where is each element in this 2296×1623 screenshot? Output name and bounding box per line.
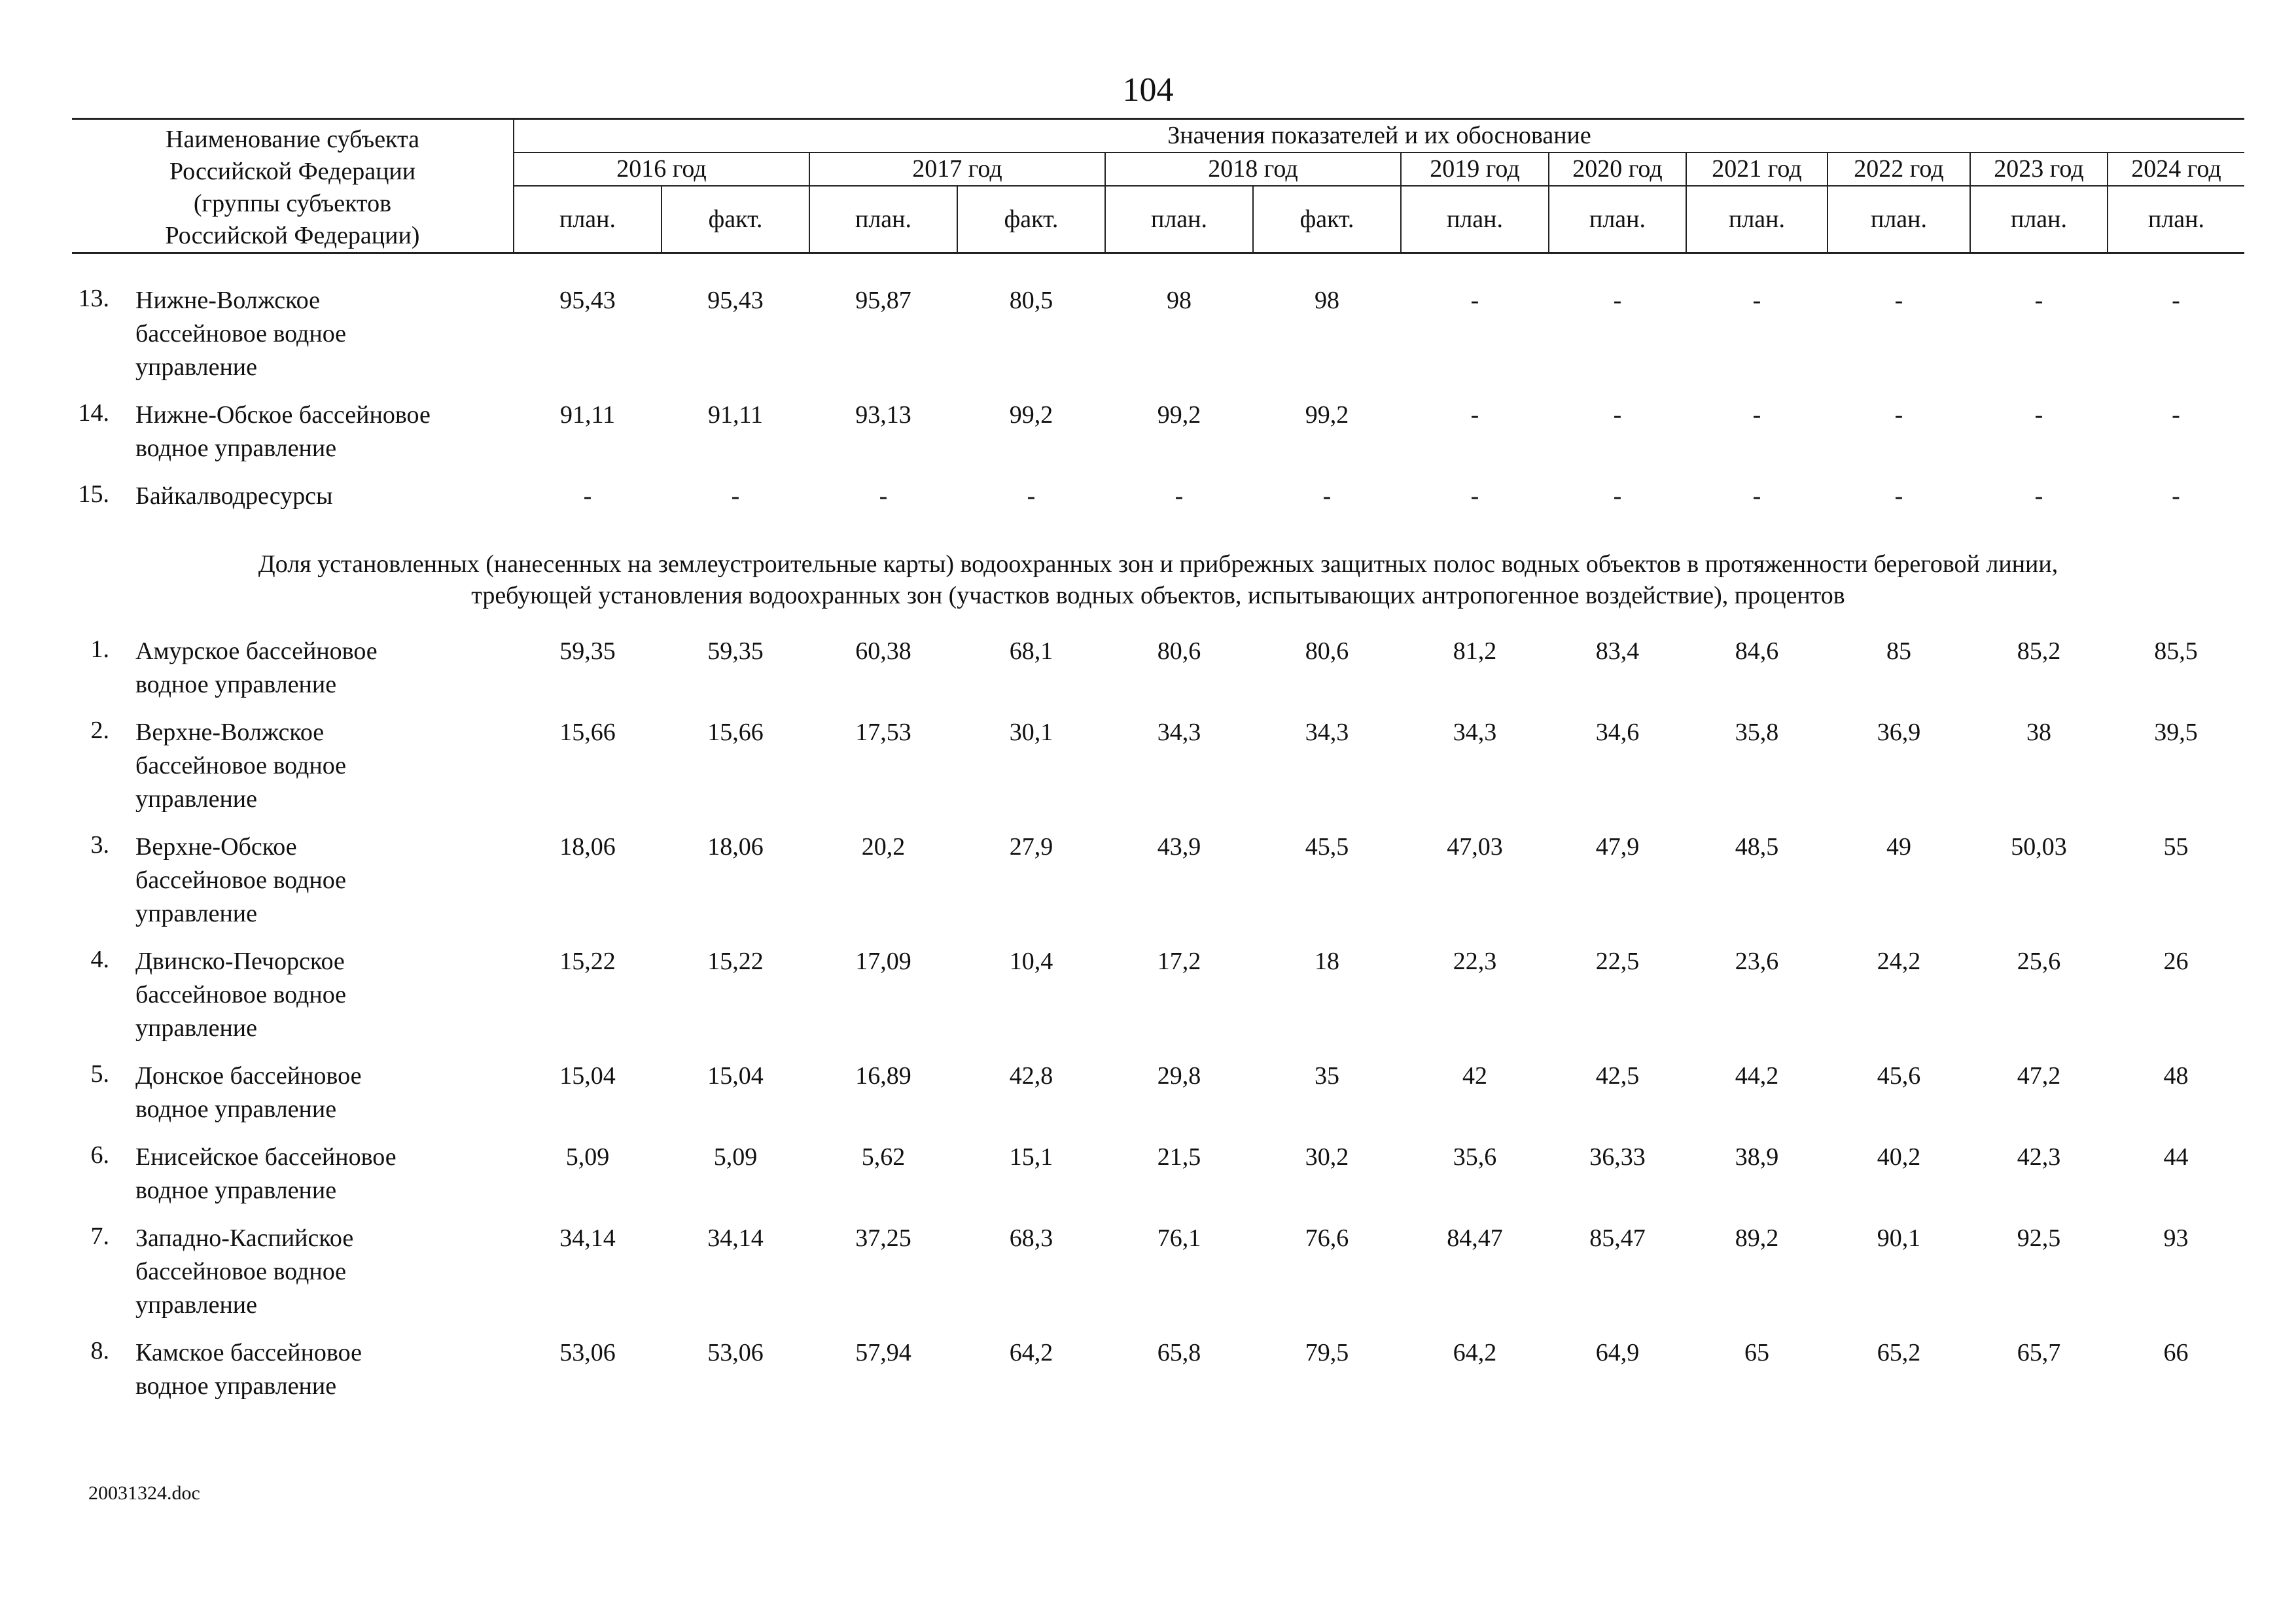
value-cell: 44 <box>2163 1143 2189 1171</box>
value-cell: 85,2 <box>2017 637 2061 665</box>
value-cell: 55 <box>2163 833 2189 861</box>
table-row <box>72 253 2244 391</box>
column-header-name: Наименование субъекта Российской Федерации (группы субъектов Российской Федерации) <box>72 119 514 253</box>
value-cell: - <box>1894 287 1903 314</box>
row-name <box>128 1214 514 1329</box>
indicator-table <box>72 118 2244 1410</box>
value-cell: 64,2 <box>1453 1339 1497 1366</box>
value-cell: 42,3 <box>2017 1143 2061 1171</box>
value-cell: 99,2 <box>1157 401 1201 429</box>
value-cell: - <box>1470 401 1479 429</box>
column-header-values: Значения показателей и их обоснование <box>514 119 2244 153</box>
value-cell: - <box>1752 401 1761 429</box>
row-number: 8. <box>90 1337 109 1364</box>
value-cell: 22,5 <box>1595 948 1640 975</box>
row-name-line: Донское бассейновое <box>135 1062 362 1090</box>
table-row <box>72 1214 2244 1329</box>
value-cell: 53,06 <box>559 1339 616 1366</box>
row-number: 6. <box>90 1141 109 1169</box>
value-cell: 17,09 <box>855 948 911 975</box>
row-name <box>128 627 514 708</box>
value-cell: 95,87 <box>855 287 911 314</box>
value-cell: 37,25 <box>855 1224 911 1252</box>
value-cell: 43,9 <box>1157 833 1201 861</box>
value-cell: 76,1 <box>1157 1224 1201 1252</box>
section-title-line: Доля установленных (нанесенных на землеустроительные карты) водоохранных зон и прибрежных защитных полос водных объектов в протяженности береговой линии, <box>258 550 2058 578</box>
value-cell: - <box>879 482 888 510</box>
row-name-line: водное управление <box>135 671 337 698</box>
year-header: 2023 год <box>1970 152 2108 186</box>
table-row <box>72 937 2244 1052</box>
value-cell: - <box>1322 482 1332 510</box>
row-name <box>128 937 514 1052</box>
value-cell: 47,2 <box>2017 1062 2061 1090</box>
value-cell: 38 <box>2026 719 2051 746</box>
value-cell: 80,6 <box>1157 637 1201 665</box>
row-name-line: управление <box>135 785 258 813</box>
value-cell: 25,6 <box>2017 948 2061 975</box>
row-name <box>128 1052 514 1133</box>
row-name-line: водное управление <box>135 1096 337 1123</box>
value-cell: 5,62 <box>861 1143 906 1171</box>
value-cell: 42,8 <box>1009 1062 1053 1090</box>
year-header: 2020 год <box>1549 152 1686 186</box>
row-number: 13. <box>78 285 109 312</box>
row-name-line: бассейновое водное <box>135 752 347 779</box>
plan-fact-header: план. <box>2108 186 2244 253</box>
page-number: 104 <box>1122 71 1174 109</box>
value-cell: 22,3 <box>1453 948 1497 975</box>
row-number: 5. <box>90 1060 109 1088</box>
value-cell: 65,2 <box>1877 1339 1921 1366</box>
row-name-line: Енисейское бассейновое <box>135 1143 397 1171</box>
value-cell: 15,1 <box>1009 1143 1053 1171</box>
value-cell: - <box>1613 401 1622 429</box>
row-name-line: управление <box>135 353 258 381</box>
value-cell: 93,13 <box>855 401 911 429</box>
plan-fact-header: план. <box>1401 186 1549 253</box>
value-cell: 65,8 <box>1157 1339 1201 1366</box>
table-row <box>72 1133 2244 1214</box>
value-cell: - <box>2172 482 2180 510</box>
row-name-line: Западно-Каспийское <box>135 1224 354 1252</box>
plan-fact-header: план. <box>1105 186 1253 253</box>
value-cell: 44,2 <box>1735 1062 1779 1090</box>
value-cell: 99,2 <box>1009 401 1053 429</box>
table-row <box>72 627 2244 708</box>
value-cell: 79,5 <box>1305 1339 1349 1366</box>
value-cell: 34,3 <box>1305 719 1349 746</box>
row-name-line: Байкалводресурсы <box>135 482 333 510</box>
row-name-line: Верхне-Волжское <box>135 719 325 746</box>
row-name-line: управление <box>135 900 258 927</box>
value-cell: 59,35 <box>707 637 764 665</box>
plan-fact-header: план. <box>514 186 662 253</box>
table-row <box>72 1052 2244 1133</box>
row-name-line: Нижне-Обское бассейновое <box>135 401 431 429</box>
value-cell: 90,1 <box>1877 1224 1921 1252</box>
value-cell: 91,11 <box>559 401 616 429</box>
plan-fact-header: план. <box>809 186 957 253</box>
value-cell: 15,22 <box>559 948 616 975</box>
value-cell: - <box>2034 287 2043 314</box>
value-cell: 64,9 <box>1595 1339 1640 1366</box>
plan-fact-header: факт. <box>957 186 1105 253</box>
value-cell: 95,43 <box>559 287 616 314</box>
value-cell: 65,7 <box>2017 1339 2061 1366</box>
row-number: 14. <box>78 399 109 427</box>
table-row <box>72 391 2244 472</box>
value-cell: 34,14 <box>707 1224 764 1252</box>
plan-fact-header: факт. <box>662 186 809 253</box>
value-cell: 21,5 <box>1157 1143 1201 1171</box>
value-cell: 38,9 <box>1735 1143 1779 1171</box>
value-cell: 17,53 <box>855 719 911 746</box>
year-header: 2019 год <box>1401 152 1549 186</box>
row-number: 15. <box>78 480 109 508</box>
table-row <box>72 1329 2244 1410</box>
value-cell: 80,5 <box>1009 287 1053 314</box>
table-row <box>72 823 2244 937</box>
value-cell: 89,2 <box>1735 1224 1779 1252</box>
value-cell: 92,5 <box>2017 1224 2061 1252</box>
table-body <box>72 253 2244 1410</box>
year-header: 2016 год <box>514 152 809 186</box>
value-cell: 34,3 <box>1157 719 1201 746</box>
value-cell: 5,09 <box>565 1143 610 1171</box>
value-cell: 35,6 <box>1453 1143 1497 1171</box>
section-title-row <box>72 520 2244 627</box>
value-cell: - <box>583 482 592 510</box>
row-name-line: управление <box>135 1014 258 1042</box>
value-cell: - <box>1894 401 1903 429</box>
value-cell: 10,4 <box>1009 948 1053 975</box>
year-header: 2022 год <box>1828 152 1970 186</box>
value-cell: 18,06 <box>559 833 616 861</box>
value-cell: 98 <box>1167 287 1192 314</box>
value-cell: 76,6 <box>1305 1224 1349 1252</box>
value-cell: 15,04 <box>559 1062 616 1090</box>
value-cell: 53,06 <box>707 1339 764 1366</box>
row-number: 3. <box>90 831 109 859</box>
value-cell: 15,04 <box>707 1062 764 1090</box>
value-cell: 36,9 <box>1877 719 1921 746</box>
row-name-line: бассейновое водное <box>135 320 347 348</box>
value-cell: - <box>731 482 740 510</box>
value-cell: 42,5 <box>1595 1062 1640 1090</box>
row-name-line: Амурское бассейновое <box>135 637 378 665</box>
value-cell: 84,6 <box>1735 637 1779 665</box>
value-cell: 18,06 <box>707 833 764 861</box>
row-name-line: водное управление <box>135 1372 337 1400</box>
value-cell: 83,4 <box>1595 637 1640 665</box>
value-cell: 34,6 <box>1595 719 1640 746</box>
value-cell: 95,43 <box>707 287 764 314</box>
plan-fact-header: план. <box>1828 186 1970 253</box>
row-name <box>128 472 514 520</box>
value-cell: - <box>1613 287 1622 314</box>
value-cell: 16,89 <box>855 1062 911 1090</box>
value-cell: 93 <box>2163 1224 2189 1252</box>
row-number: 2. <box>90 717 109 744</box>
value-cell: 5,09 <box>713 1143 758 1171</box>
value-cell: 66 <box>2163 1339 2189 1366</box>
row-name <box>128 391 514 472</box>
value-cell: 99,2 <box>1305 401 1349 429</box>
value-cell: 20,2 <box>861 833 906 861</box>
plan-fact-header: план. <box>1686 186 1828 253</box>
row-name-line: бассейновое водное <box>135 866 347 894</box>
value-cell: - <box>1613 482 1622 510</box>
section-title-line: требующей установления водоохранных зон (участков водных объектов, испытывающих антропогенное воздействие), процентов <box>471 582 1845 609</box>
value-cell: 49 <box>1886 833 1911 861</box>
value-cell: 59,35 <box>559 637 616 665</box>
value-cell: 39,5 <box>2154 719 2198 746</box>
value-cell: 26 <box>2163 948 2189 975</box>
value-cell: 30,1 <box>1009 719 1053 746</box>
row-name-line: управление <box>135 1291 258 1319</box>
value-cell: 29,8 <box>1157 1062 1201 1090</box>
value-cell: 35,8 <box>1735 719 1779 746</box>
value-cell: 35 <box>1315 1062 1339 1090</box>
value-cell: 81,2 <box>1453 637 1497 665</box>
row-name <box>128 823 514 937</box>
row-name <box>128 253 514 391</box>
value-cell: 48,5 <box>1735 833 1779 861</box>
value-cell: 17,2 <box>1157 948 1201 975</box>
value-cell: 65 <box>1744 1339 1769 1366</box>
value-cell: 40,2 <box>1877 1143 1921 1171</box>
value-cell: 85,47 <box>1589 1224 1646 1252</box>
value-cell: - <box>1470 482 1479 510</box>
row-name <box>128 1329 514 1410</box>
value-cell: 68,1 <box>1009 637 1053 665</box>
value-cell: 47,9 <box>1595 833 1640 861</box>
value-cell: 91,11 <box>707 401 764 429</box>
row-name-line: Двинско-Печорское <box>135 948 345 975</box>
value-cell: 64,2 <box>1009 1339 1053 1366</box>
row-name-line: Камское бассейновое <box>135 1339 362 1366</box>
value-cell: 45,6 <box>1877 1062 1921 1090</box>
value-cell: 68,3 <box>1009 1224 1053 1252</box>
value-cell: - <box>2034 401 2043 429</box>
row-name-line: Нижне-Волжское <box>135 287 320 314</box>
table-row <box>72 472 2244 520</box>
value-cell: 36,33 <box>1589 1143 1646 1171</box>
value-cell: 24,2 <box>1877 948 1921 975</box>
value-cell: 15,66 <box>707 719 764 746</box>
plan-fact-header: факт. <box>1253 186 1401 253</box>
value-cell: 15,66 <box>559 719 616 746</box>
plan-fact-header: план. <box>1549 186 1686 253</box>
row-name-line: бассейновое водное <box>135 981 347 1008</box>
row-name-line: бассейновое водное <box>135 1258 347 1285</box>
value-cell: 23,6 <box>1735 948 1779 975</box>
value-cell: 45,5 <box>1305 833 1349 861</box>
section-title <box>72 520 2244 627</box>
value-cell: 34,3 <box>1453 719 1497 746</box>
value-cell: 50,03 <box>2011 833 2067 861</box>
value-cell: - <box>2172 287 2180 314</box>
year-header: 2024 год <box>2108 152 2244 186</box>
plan-fact-header: план. <box>1970 186 2108 253</box>
row-name-line: водное управление <box>135 1177 337 1204</box>
value-cell: 85 <box>1886 637 1911 665</box>
value-cell: - <box>2034 482 2043 510</box>
year-header: 2018 год <box>1105 152 1401 186</box>
value-cell: 18 <box>1315 948 1339 975</box>
value-cell: 15,22 <box>707 948 764 975</box>
value-cell: 27,9 <box>1009 833 1053 861</box>
value-cell: - <box>2172 401 2180 429</box>
year-header: 2021 год <box>1686 152 1828 186</box>
value-cell: 47,03 <box>1447 833 1503 861</box>
value-cell: 57,94 <box>855 1339 911 1366</box>
row-name-line: водное управление <box>135 435 337 462</box>
value-cell: 84,47 <box>1447 1224 1503 1252</box>
value-cell: 42 <box>1462 1062 1487 1090</box>
value-cell: 34,14 <box>559 1224 616 1252</box>
table-header <box>72 119 2244 253</box>
row-name <box>128 1133 514 1214</box>
row-number: 1. <box>90 635 109 663</box>
value-cell: 48 <box>2163 1062 2189 1090</box>
value-cell: - <box>1752 482 1761 510</box>
file-name: 20031324.doc <box>88 1482 200 1504</box>
value-cell: - <box>1174 482 1184 510</box>
value-cell: - <box>1027 482 1036 510</box>
row-number: 4. <box>90 946 109 973</box>
table-row <box>72 708 2244 823</box>
value-cell: - <box>1894 482 1903 510</box>
value-cell: 80,6 <box>1305 637 1349 665</box>
row-number: 7. <box>90 1222 109 1250</box>
value-cell: 98 <box>1315 287 1339 314</box>
year-header: 2017 год <box>809 152 1105 186</box>
value-cell: 85,5 <box>2154 637 2198 665</box>
row-name <box>128 708 514 823</box>
value-cell: - <box>1752 287 1761 314</box>
value-cell: - <box>1470 287 1479 314</box>
value-cell: 30,2 <box>1305 1143 1349 1171</box>
row-name-line: Верхне-Обское <box>135 833 297 861</box>
value-cell: 60,38 <box>855 637 911 665</box>
